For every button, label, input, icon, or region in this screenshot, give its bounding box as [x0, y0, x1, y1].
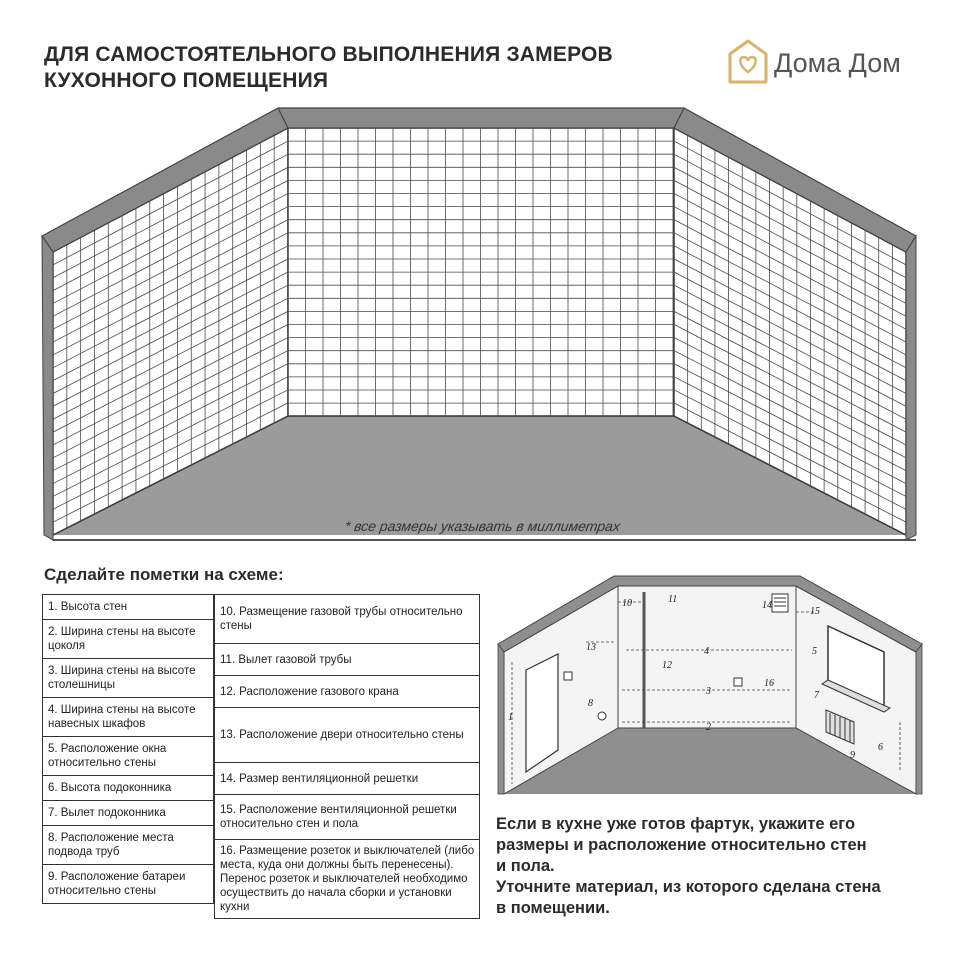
table-row — [215, 840, 480, 919]
kitchen-scheme — [496, 572, 928, 802]
label-8: 8 — [588, 698, 593, 709]
scheme-note-line: Если в кухне уже готов фартук, укажите его — [496, 815, 856, 833]
table-row — [215, 676, 480, 708]
label-5: 5 — [812, 646, 817, 657]
table-cell: 8. Расположение места подвода труб — [43, 826, 214, 865]
scheme-note-line: Уточните материал, из которого сделана стена — [496, 878, 881, 896]
label-4: 4 — [704, 646, 709, 657]
title-line-2: КУХОННОГО ПОМЕЩЕНИЯ — [44, 69, 329, 92]
instructions-table-left — [42, 594, 214, 904]
table-row — [43, 595, 214, 620]
socket — [564, 672, 572, 680]
table-row — [43, 737, 214, 776]
table-row — [215, 595, 480, 644]
table-row — [43, 826, 214, 865]
scheme-note — [496, 814, 936, 919]
table-cell: 6. Высота подоконника — [43, 776, 214, 801]
label-6: 6 — [878, 742, 883, 753]
label-12: 12 — [662, 660, 672, 671]
table-row — [43, 659, 214, 698]
table-row — [215, 708, 480, 763]
table-cell: 15. Расположение вентиляционной решетки относительно стен и пола — [215, 795, 480, 840]
label-11: 11 — [668, 594, 678, 605]
label-10: 10 — [622, 598, 632, 609]
scheme-note-line: в помещении. — [496, 899, 610, 917]
label-7: 7 — [814, 690, 819, 701]
table-cell: 14. Размер вентиляционной решетки — [215, 763, 480, 795]
title-line-1: ДЛЯ САМОСТОЯТЕЛЬНОГО ВЫПОЛНЕНИЯ ЗАМЕРОВ — [44, 43, 613, 66]
instructions-title: Сделайте пометки на схеме: — [44, 565, 284, 584]
table-row — [43, 776, 214, 801]
label-14: 14 — [762, 600, 772, 611]
table-row — [215, 644, 480, 676]
table-cell: 5. Расположение окна относительно стены — [43, 737, 214, 776]
label-1: 1 — [508, 712, 513, 723]
table-cell: 4. Ширина стены на высоте навесных шкафов — [43, 698, 214, 737]
table-row — [43, 620, 214, 659]
label-15: 15 — [810, 606, 820, 617]
table-row — [43, 865, 214, 904]
table-cell: 16. Размещение розеток и выключателей (либо места, куда они должны быть перенесены). Перенос розеток и выключателей необходимо осуществить до начала сборки и установки кухни — [215, 840, 480, 919]
brand-name: Дома Дом — [774, 48, 901, 78]
measurement-note: * все размеры указывать в миллиметрах — [343, 518, 622, 534]
label-13: 13 — [586, 642, 596, 653]
table-cell: 13. Расположение двери относительно стены — [215, 708, 480, 763]
table-cell: 10. Размещение газовой трубы относительно стены — [215, 595, 480, 644]
table-row — [43, 801, 214, 826]
table-cell: 3. Ширина стены на высоте столешницы — [43, 659, 214, 698]
vent-grill — [772, 594, 788, 612]
socket — [734, 678, 742, 686]
label-16: 16 — [764, 678, 774, 689]
table-cell: 7. Вылет подоконника — [43, 801, 214, 826]
socket — [598, 712, 606, 720]
instructions-table-right — [214, 594, 480, 919]
table-cell: 9. Расположение батареи относительно стены — [43, 865, 214, 904]
table-cell: 12. Расположение газового крана — [215, 676, 480, 708]
table-row — [43, 698, 214, 737]
scheme-note-line: размеры и расположение относительно стен — [496, 836, 867, 854]
table-cell: 2. Ширина стены на высоте цоколя — [43, 620, 214, 659]
table-row — [215, 763, 480, 795]
table-cell: 1. Высота стен — [43, 595, 214, 620]
scheme-note-line: и пола. — [496, 857, 555, 875]
table-row — [215, 795, 480, 840]
label-9: 9 — [850, 750, 855, 761]
label-3: 3 — [706, 686, 711, 697]
label-2: 2 — [706, 722, 711, 733]
table-cell: 11. Вылет газовой трубы — [215, 644, 480, 676]
